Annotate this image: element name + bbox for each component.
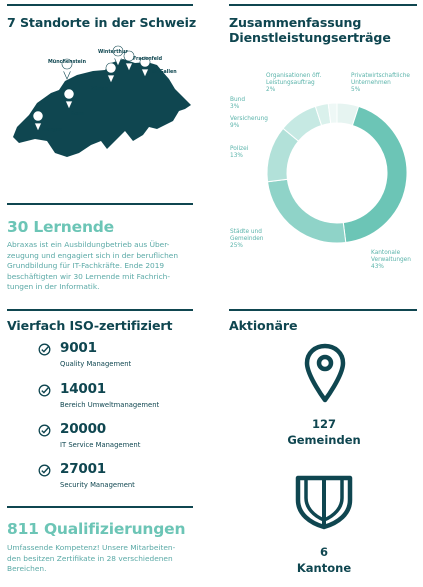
summary-title-line2: Dienstleistungserträge — [229, 30, 391, 45]
gemeinden-label: Gemeinden — [287, 433, 361, 447]
donut-slice-2 — [268, 179, 346, 243]
label-organisationen: Organisationen öff. Leistungsauftrag 2% — [266, 73, 322, 93]
check-circle-icon — [38, 464, 51, 477]
city-label-frauenfeld: Frauenfeld — [133, 57, 163, 62]
iso-number: 9001 — [60, 340, 97, 356]
switzerland-map — [7, 45, 197, 160]
iso-number: 14001 — [60, 381, 106, 397]
label-bund: Bund 3% — [230, 97, 246, 110]
check-circle-icon — [38, 384, 51, 397]
iso-description: Bereich Umweltmanagement — [60, 401, 160, 409]
label-staedte: Städte und Gemeinden 25% — [230, 229, 264, 249]
lernende-text: Abraxas ist ein Ausbildungbetrieb aus Über- zeugung und engagiert sich in der beruflichen Grundbildung für IT-Fachkräfte. Ende 2019 beschäftigten wir 30 Lernende mit Fachrich- tungen in der Informatik. — [7, 240, 179, 291]
iso-title: Vierfach ISO-zertifiziert — [7, 318, 173, 333]
iso-top-rule — [7, 309, 193, 311]
city-label-morges: Morges — [42, 128, 62, 133]
aktionaere-top-rule — [229, 309, 417, 311]
label-versicherung: Versicherung 9% — [230, 116, 268, 129]
city-label-zuerich: Zürich — [91, 87, 109, 92]
quali-text: Umfassende Kompetenz! Unsere Mitarbeiten- den besitzen Zertifikate in 28 verschiedenen Bereichen. — [7, 543, 176, 573]
label-polizei: Polizei 13% — [230, 146, 249, 159]
iso-description: Quality Management — [60, 360, 132, 368]
city-label-stgallen: St.Gallen — [152, 70, 177, 75]
iso-number: 20000 — [60, 421, 106, 437]
lernende-top-rule — [7, 203, 193, 205]
city-label-bern: Bern — [71, 112, 84, 117]
label-kantonale: Kantonale Verwaltungen 43% — [371, 250, 411, 270]
check-circle-icon — [38, 343, 51, 356]
check-circle-icon — [38, 424, 51, 437]
map-pin-icon — [304, 343, 346, 403]
iso-description: IT Service Management — [60, 441, 141, 449]
standorte-top-rule — [7, 4, 193, 6]
donut-chart — [262, 98, 412, 248]
iso-number: 27001 — [60, 461, 106, 477]
standorte-title: 7 Standorte in der Schweiz — [7, 15, 197, 30]
city-label-muenchenstein: Münchenstein — [48, 60, 86, 65]
aktionaere-title: Aktionäre — [229, 318, 298, 333]
quali-title: 811 Qualifizierungen — [7, 520, 186, 538]
donut-slice-1 — [343, 106, 407, 242]
iso-description: Security Management — [60, 481, 135, 489]
gemeinden-count: 127 — [311, 417, 336, 431]
lernende-title: 30 Lernende — [7, 218, 114, 236]
summary-title-line1: Zusammenfassung — [229, 15, 362, 30]
kantone-label: Kantone — [296, 561, 352, 575]
kantone-count: 6 — [319, 545, 328, 559]
canton-shield-icon — [294, 472, 354, 530]
city-label-winterthur: Winterthur — [98, 50, 128, 55]
quali-top-rule — [7, 506, 193, 508]
summary-top-rule — [229, 4, 417, 6]
label-privatwirtschaft: Privatwirtschaftliche Unternehmen 5% — [351, 73, 410, 93]
